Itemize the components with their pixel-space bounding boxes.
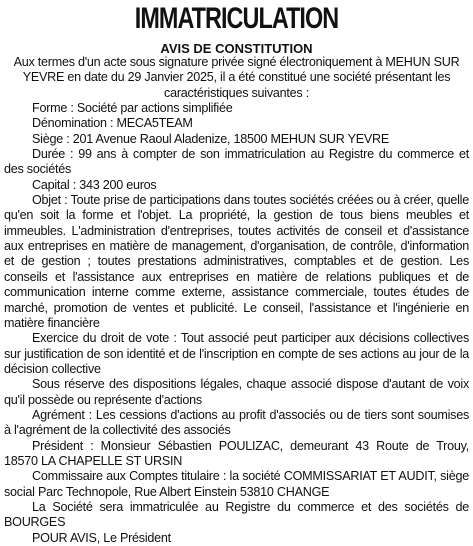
dispositions-paragraph: Sous réserve des dispositions légales, chaque associé dispose d'autant de voix qu'il possède ou représente d'actions (4, 377, 469, 407)
agrement-paragraph: Agrément : Les cessions d'actions au profit d'associés ou de tiers sont soumises à l'agrément de la collectivité des associés (4, 407, 469, 438)
section-title: IMMATRICULATION (134, 2, 339, 35)
vote-paragraph: Exercice du droit de vote : Tout associé peut participer aux décisions collectives sur justification de son identité et de l'inscription en compte de ses actions au jour de la décision collective (4, 331, 469, 376)
signature-line: POUR AVIS, Le Président (32, 530, 171, 545)
commissaire-paragraph: Commissaire aux Comptes titulaire : la société COMMISSARIAT ET AUDIT, siège social Parc Technopole, Rue Albert Einstein 53810 CHANGE (4, 469, 469, 499)
forme-line: Forme : Société par actions simplifiée (32, 101, 233, 116)
registre-paragraph: La Société sera immatriculée au Registre du commerce et des sociétés de BOURGES (4, 499, 469, 530)
notice-heading: AVIS DE CONSTITUTION (160, 41, 313, 56)
intro-paragraph: Aux termes d'un acte sous signature privée signé électroniquement à MEHUN SUR YEVRE en date du 29 Janvier 2025, il a été constitué une société présentant les caractéristiques suivantes : (13, 55, 460, 100)
denomination-line: Dénomination : MECA5TEAM (32, 116, 193, 131)
duree-paragraph: Durée : 99 ans à compter de son immatriculation au Registre du commerce et des sociétés (4, 147, 469, 177)
notice-body (4, 55, 469, 546)
president-paragraph: Président : Monsieur Sébastien POULIZAC, demeurant 43 Route de Trouy, 18570 LA CHAPELLE ST URSIN (4, 438, 469, 468)
capital-line: Capital : 343 200 euros (32, 177, 157, 192)
objet-paragraph: Objet : Toute prise de participations dans toutes sociétés créées ou à créer, quelle qu'en soit la forme et l'objet. La propriété, la gestion de tous biens meubles et immeubles. L'administration d'entreprises, toutes activités de conseil et d'assistance aux entreprises en matière de management, d'organisation, de contrôle, d'information et de gestion ; toutes prestations administratives, comptables et de gestion. Les conseils et l'assistance aux entreprises en matière de relations publiques et de communication interne comme externe, assistance commerciale, toutes études de marché, promotion de ventes et publicité. Le conseil, l'assistance et l'ingénierie en matière financière (4, 193, 469, 330)
siege-line: Siège : 201 Avenue Raoul Aladenize, 18500 MEHUN SUR YEVRE (32, 131, 390, 146)
